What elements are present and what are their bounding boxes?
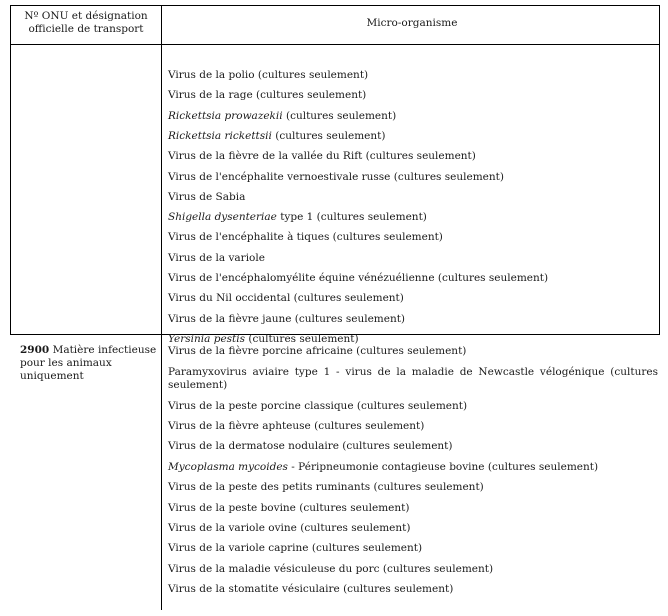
micro-organism-row [168,542,658,555]
organism-text: Virus de la peste porcine classique (cultures seulement) [168,400,468,412]
organism-name-italic: Rickettsia rickettsii [168,130,272,142]
organism-text: Virus de la fièvre jaune (cultures seulement) [168,313,406,325]
micro-organism-row [168,461,658,474]
organism-text: Virus de la fièvre de la vallée du Rift (cultures seulement) [168,150,476,162]
organism-text: Virus de Sabia [168,191,246,203]
organism-name-italic: Shigella dysenteriae [168,211,277,223]
micro-organism-row [168,231,658,244]
organism-name-italic: Yersinia pestis [168,333,246,345]
organism-text: Virus de la variole [168,252,265,264]
table-top-border [10,5,660,6]
micro-organism-row [168,522,658,535]
organism-text: Virus de la variole ovine (cultures seulement) [168,522,411,534]
organism-name-italic: Rickettsia prowazekii [168,110,283,122]
table-left-border [10,5,11,335]
column-divider [161,5,162,610]
header-micro-organism-column: Micro-organisme [366,17,458,29]
un-designation-2900 [20,344,160,383]
micro-organism-row [168,89,658,102]
micro-organism-row [168,583,658,596]
organism-text: type 1 (cultures seulement) [276,211,427,223]
micro-organism-row [168,563,658,576]
organism-text: Virus de la rage (cultures seulement) [168,89,367,101]
organism-name-italic: Mycoplasma mycoides [168,461,288,473]
organism-text: Virus de la fièvre aphteuse (cultures seulement) [168,420,425,432]
organism-text: Virus de la polio (cultures seulement) [168,69,369,81]
organism-text: Virus de la fièvre porcine africaine (cultures seulement) [168,345,467,357]
micro-organism-row [168,440,658,453]
micro-organism-row [168,272,658,285]
header-bottom-border [10,44,660,45]
micro-organism-row [168,110,658,123]
micro-organism-row [168,366,658,392]
micro-organism-row [168,69,658,82]
header-un-number-column: Nº ONU et désignation officielle de transport [24,10,148,35]
organism-text: Virus de la peste des petits ruminants (cultures seulement) [168,481,484,493]
micro-organism-row [168,420,658,433]
organism-text: Paramyxovirus aviaire type 1 - virus de la maladie de Newcastle vélogénique (cultures seulement) [168,366,658,391]
micro-organism-row [168,211,658,224]
organism-text: (cultures seulement) [245,333,359,345]
organism-text: Virus de la dermatose nodulaire (cultures seulement) [168,440,453,452]
micro-organism-row [168,191,658,204]
table-right-border [659,5,660,335]
micro-organism-row [168,292,658,305]
micro-organism-row [168,252,658,265]
micro-organism-row [168,171,658,184]
organism-text: Virus de la stomatite vésiculaire (cultures seulement) [168,583,454,595]
micro-organism-row [168,400,658,413]
un-number: 2900 [20,344,50,356]
organism-text: Virus du Nil occidental (cultures seulement) [168,292,404,304]
organism-text: Virus de la variole caprine (cultures seulement) [168,542,423,554]
micro-organism-row [168,502,658,515]
organism-text: (cultures seulement) [282,110,397,122]
micro-organism-row [168,313,658,326]
micro-organism-row [168,130,658,143]
organism-text: Virus de l'encéphalite vernoestivale russe (cultures seulement) [168,171,504,183]
organism-text: Virus de la maladie vésiculeuse du porc (cultures seulement) [168,563,494,575]
organism-text: Virus de l'encéphalomyélite équine vénézuélienne (cultures seulement) [168,272,549,284]
organism-text: Virus de la peste bovine (cultures seulement) [168,502,410,514]
organism-text: - Péripneumonie contagieuse bovine (cultures seulement) [287,461,599,473]
micro-organism-row [168,481,658,494]
organism-text: (cultures seulement) [271,130,386,142]
official-designation: Matière infectieuse pour les animaux uniquement [20,344,157,382]
micro-organism-row [168,345,658,358]
micro-organism-row [168,150,658,163]
organism-text: Virus de l'encéphalite à tiques (cultures seulement) [168,231,443,243]
